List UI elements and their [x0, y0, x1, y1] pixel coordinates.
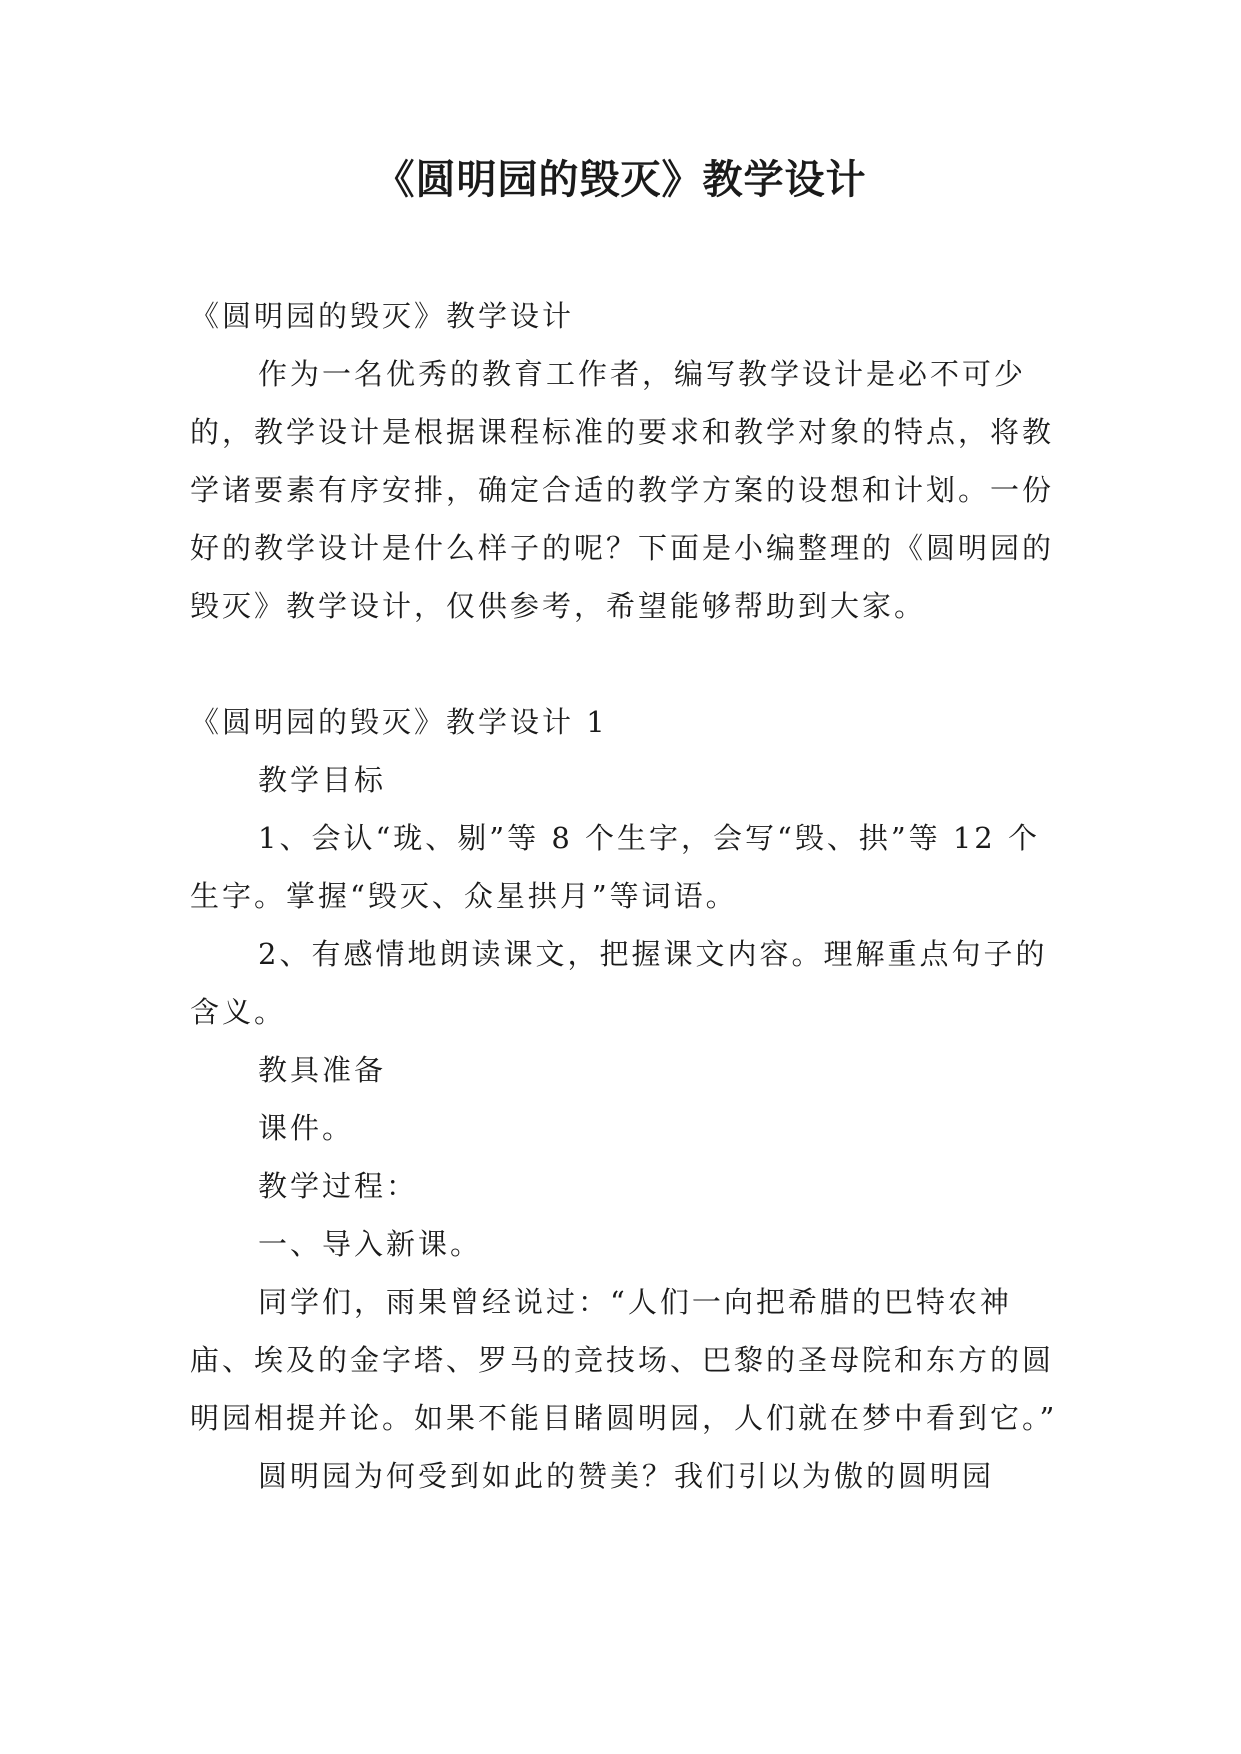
step-1-heading: 一、导入新课。 [258, 1227, 483, 1261]
section-heading: 《圆明园的毁灭》教学设计 1 [190, 705, 608, 739]
document-title: 《圆明园的毁灭》教学设计 [374, 156, 867, 203]
goal-item-1: 1、会认“珑、剔”等 8 个生字，会写“毁、拱”等 12 个生字。掌握“毁灭、众星拱月”等词语。 [190, 821, 1040, 913]
teaching-aids-text: 课件。 [258, 1111, 355, 1145]
goal-item-2: 2、有感情地朗读课文，把握课文内容。理解重点句子的含义。 [190, 937, 1048, 1029]
hugo-quote-paragraph: 同学们，雨果曾经说过：“人们一向把希腊的巴特农神庙、埃及的金字塔、罗马的竞技场、巴黎的圣母院和东方的圆明园相提并论。如果不能目睹圆明园，人们就在梦中看到它。” [190, 1285, 1058, 1435]
paragraph-gap [190, 635, 1070, 693]
teaching-process-heading: 教学过程： [258, 1169, 419, 1203]
closing-paragraph: 圆明园为何受到如此的赞美？我们引以为傲的圆明园 [258, 1459, 995, 1493]
teaching-aids-heading: 教具准备 [258, 1053, 387, 1087]
intro-paragraph: 作为一名优秀的教育工作者，编写教学设计是必不可少的，教学设计是根据课程标准的要求和教学对象的特点，将教学诸要素有序安排，确定合适的教学方案的设想和计划。一份好的教学设计是什么样子的呢？下面是小编整理的《圆明园的毁灭》教学设计，仅供参考，希望能够帮助到大家。 [190, 357, 1055, 623]
teaching-goals-heading: 教学目标 [258, 763, 387, 797]
document-body [190, 287, 1070, 1505]
intro-heading: 《圆明园的毁灭》教学设计 [190, 299, 575, 333]
